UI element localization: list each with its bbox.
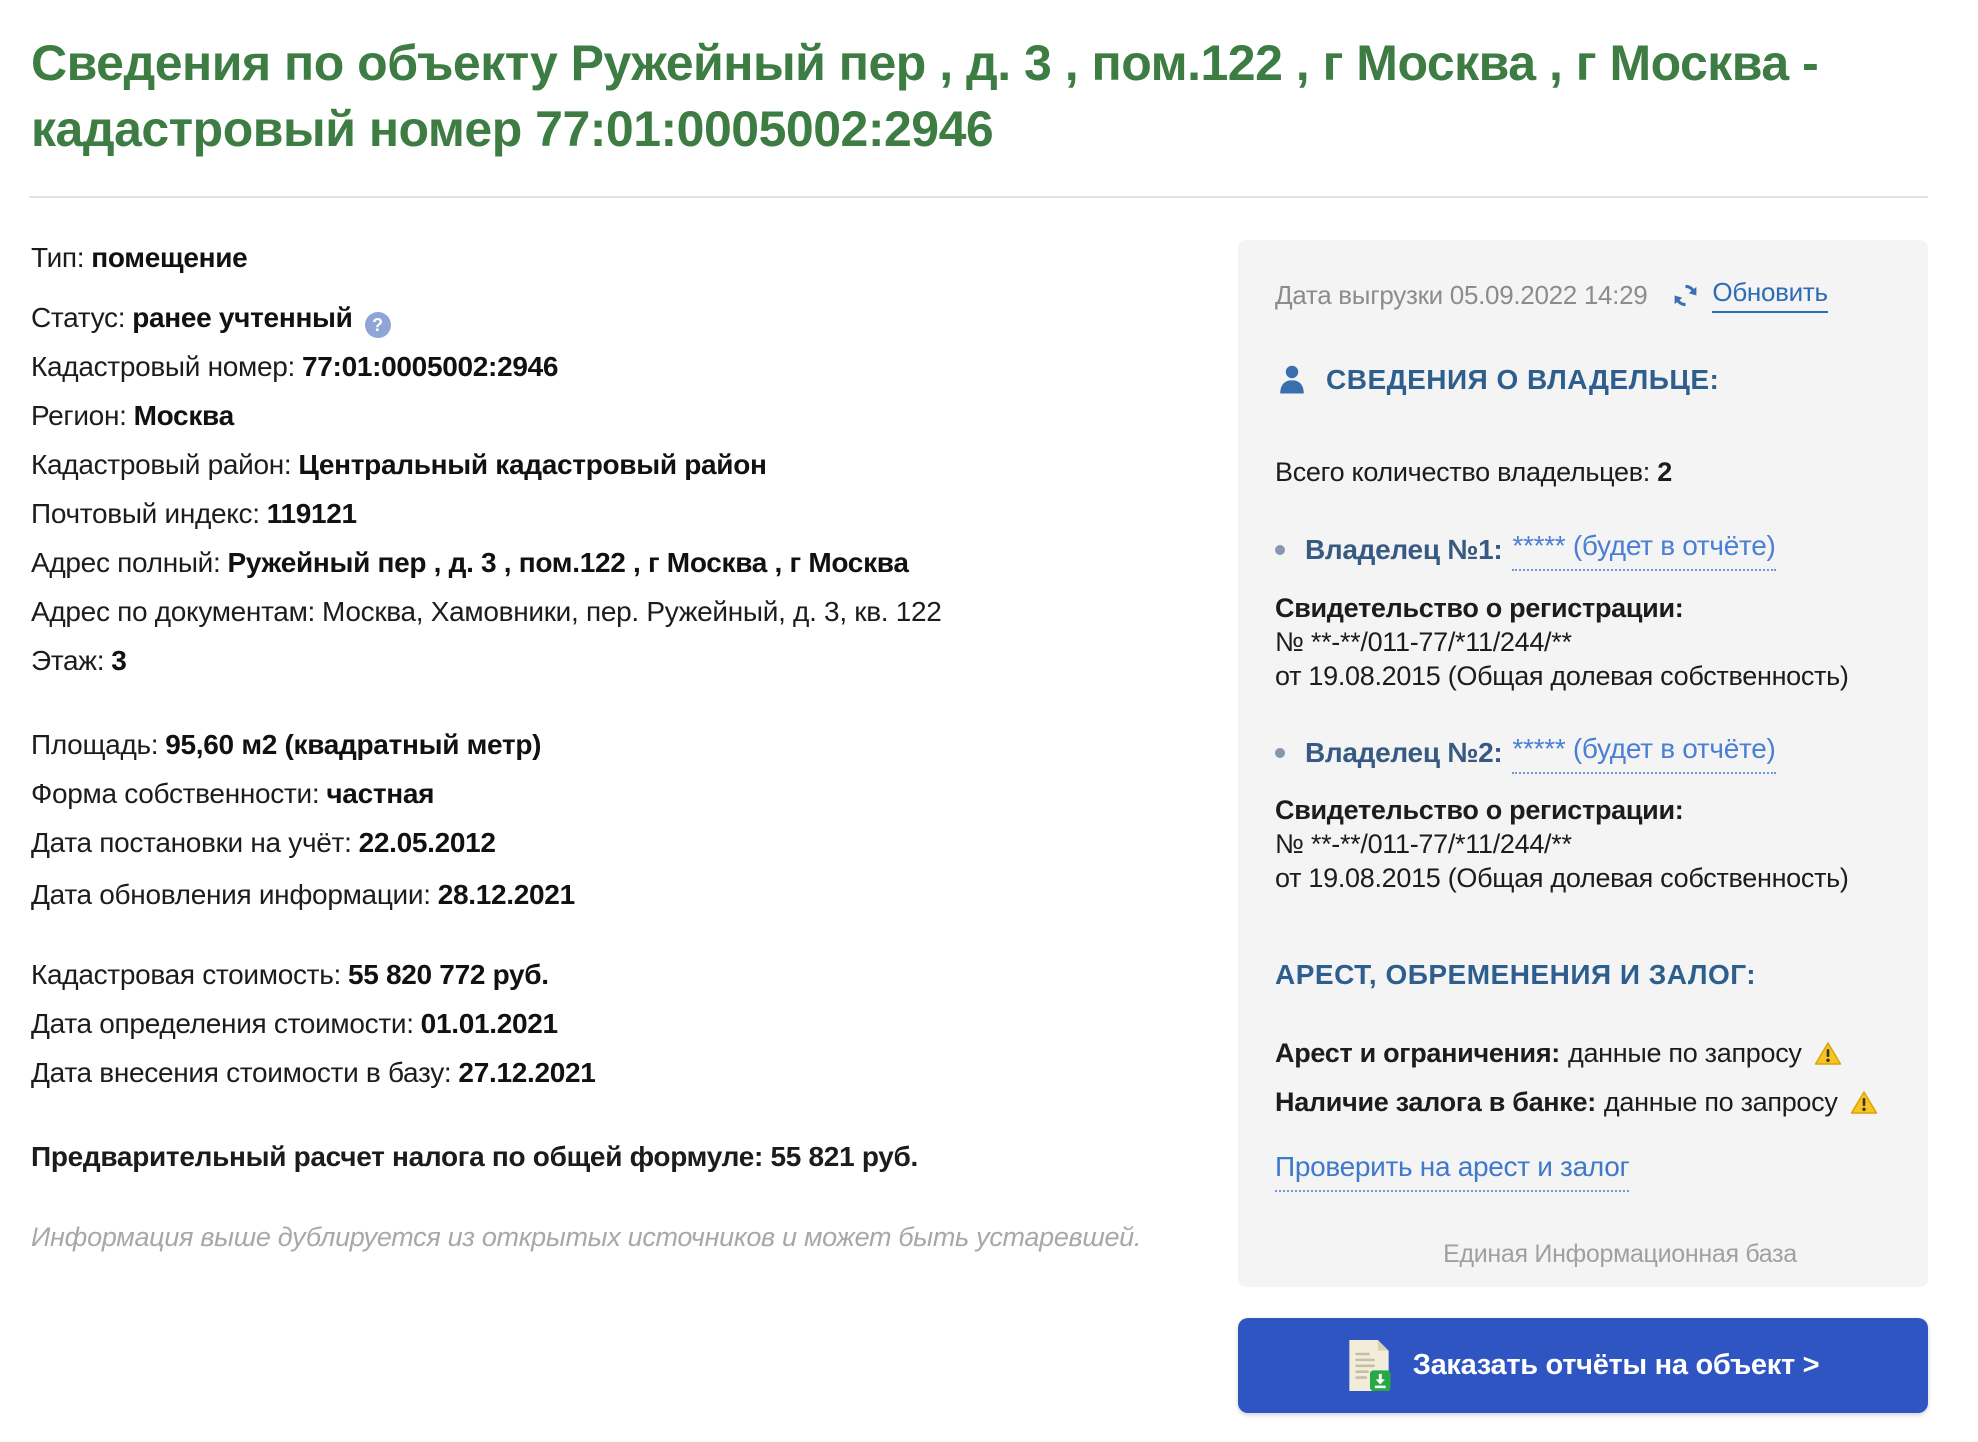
export-date-label: Дата выгрузки 05.09.2022 14:29 — [1275, 279, 1648, 310]
detail-row-cadastral-number: Кадастровый номер: 77:01:0005002:2946 — [31, 351, 559, 382]
spacer — [31, 695, 1211, 730]
export-date-row — [1275, 279, 1828, 311]
detail-row-postal-code: Почтовый индекс: 119121 — [31, 498, 357, 529]
person-icon — [1275, 363, 1309, 397]
check-arrest-link[interactable]: Проверить на арест и залог — [1275, 1151, 1629, 1192]
spacer — [31, 1107, 1211, 1142]
order-button-label: Заказать отчёты на объект > — [1412, 1349, 1820, 1381]
owners-total-row: Всего количество владельцев: 2 — [1275, 457, 1672, 487]
warning-icon — [1850, 1090, 1878, 1115]
detail-row-region: Регион: Москва — [31, 400, 234, 431]
spacer — [31, 929, 1211, 960]
detail-row-document-address: Адрес по документам: Москва, Хамовники, пер. Ружейный, д. 3, кв. 122 — [31, 596, 942, 627]
owner-2-label: Владелец №2: — [1305, 737, 1503, 768]
order-reports-button[interactable] — [1238, 1318, 1928, 1413]
detail-row-cadastral-district: Кадастровый район: Центральный кадастровый район — [31, 449, 767, 480]
object-details — [31, 243, 1211, 1254]
bullet-icon — [1275, 545, 1285, 555]
certificate-number: № **-**/011-77/*11/244/** — [1275, 829, 1572, 859]
refresh-icon[interactable] — [1671, 281, 1700, 310]
detail-row-full-address: Адрес полный: Ружейный пер , д. 3 , пом.122 , г Москва , г Москва — [31, 547, 909, 578]
detail-row-registration-date: Дата постановки на учёт: 22.05.2012 — [31, 827, 496, 858]
page-title-line2: кадастровый номер 77:01:0005002:2946 — [31, 101, 994, 157]
document-download-icon — [1347, 1339, 1391, 1392]
owners-section-heading — [1275, 363, 1719, 397]
owner-row-1 — [1275, 529, 1776, 566]
spacer — [31, 1191, 1211, 1220]
bank-pledge-row: Наличие залога в банке: данные по запросу — [1275, 1086, 1878, 1118]
detail-row-type: Тип: помещение — [31, 242, 248, 273]
page-title — [31, 30, 1931, 162]
arrest-restrictions-row: Арест и ограничения: данные по запросу — [1275, 1037, 1842, 1069]
detail-row-floor: Этаж: 3 — [31, 645, 127, 676]
warning-icon — [1814, 1041, 1842, 1066]
source-note: Единая Информационная база — [1443, 1240, 1797, 1268]
detail-row-status: Статус: ранее учтенный ? — [31, 303, 1211, 333]
certificate-number: № **-**/011-77/*11/244/** — [1275, 627, 1572, 657]
title-divider — [29, 196, 1928, 198]
certificate-title: Свидетельство о регистрации: — [1275, 593, 1684, 623]
tax-estimate-row: Предварительный расчет налога по общей формуле: 55 821 руб. — [31, 1141, 919, 1172]
help-icon[interactable]: ? — [365, 312, 391, 338]
detail-row-value-entry-date: Дата внесения стоимости в базу: 27.12.2021 — [31, 1057, 596, 1088]
owners-heading-label: СВЕДЕНИЯ О ВЛАДЕЛЬЦЕ: — [1326, 364, 1720, 395]
owner-2-report-link[interactable]: ***** (будет в отчёте) — [1512, 733, 1775, 774]
detail-row-valuation-date: Дата определения стоимости: 01.01.2021 — [31, 1008, 558, 1039]
certificate-info: от 19.08.2015 (Общая долевая собственность) — [1275, 661, 1849, 691]
detail-row-update-date: Дата обновления информации: 28.12.2021 — [31, 879, 575, 910]
owner-2-certificate — [1275, 793, 1849, 895]
certificate-title: Свидетельство о регистрации: — [1275, 795, 1684, 825]
owner-info-panel — [1238, 240, 1928, 1287]
arrest-section-heading: АРЕСТ, ОБРЕМЕНЕНИЯ И ЗАЛОГ: — [1275, 959, 1757, 990]
owner-1-certificate — [1275, 591, 1849, 693]
owner-row-2 — [1275, 732, 1776, 769]
refresh-link[interactable]: Обновить — [1712, 277, 1827, 313]
page-title-line1: Сведения по объекту Ружейный пер , д. 3 , пом.122 , г Москва , г Москва - — [31, 35, 1819, 91]
detail-row-cadastral-value: Кадастровая стоимость: 55 820 772 руб. — [31, 959, 549, 990]
data-disclaimer: Информация выше дублируется из открытых источников и может быть устаревшей. — [31, 1222, 1142, 1252]
owner-1-report-link[interactable]: ***** (будет в отчёте) — [1512, 530, 1775, 571]
bullet-icon — [1275, 748, 1285, 758]
certificate-info: от 19.08.2015 (Общая долевая собственность) — [1275, 863, 1849, 893]
owner-1-label: Владелец №1: — [1305, 534, 1503, 565]
detail-row-area: Площадь: 95,60 м2 (квадратный метр) — [31, 729, 542, 760]
detail-row-ownership-form: Форма собственности: частная — [31, 778, 435, 809]
